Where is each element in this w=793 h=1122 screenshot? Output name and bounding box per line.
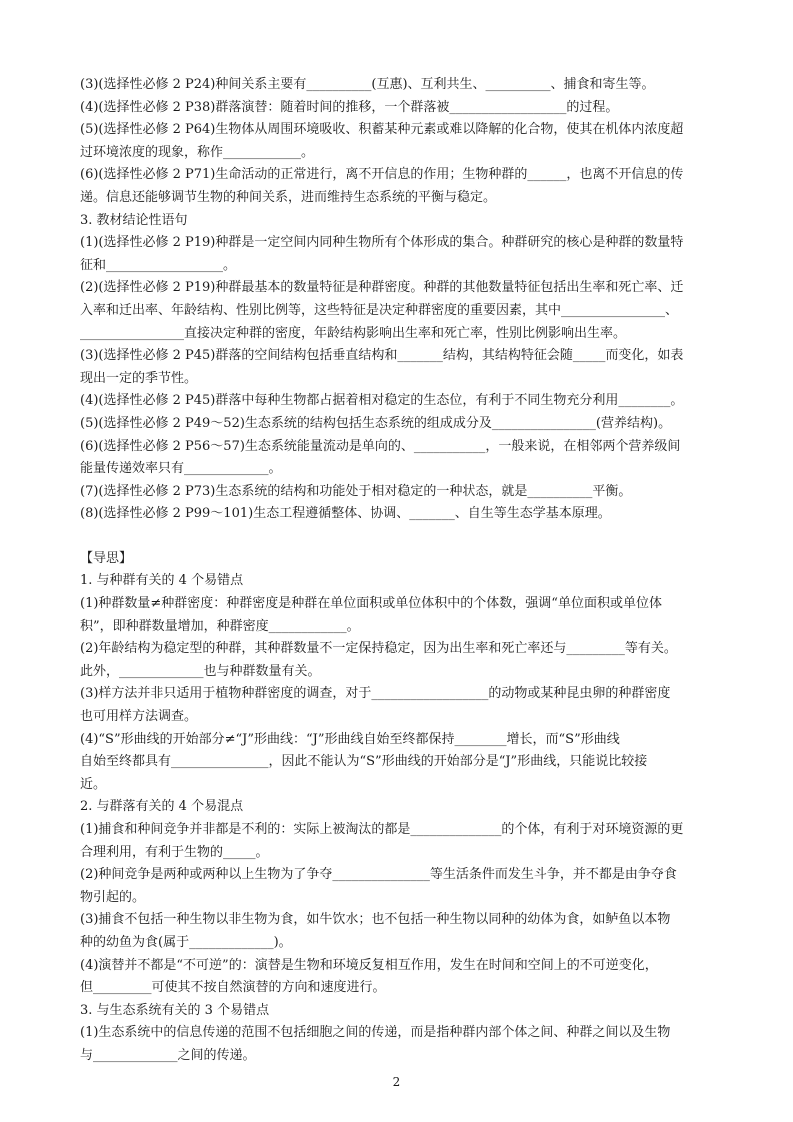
text-line: (3)(选择性必修 2 P24)种间关系主要有__________(互惠)、互利共生、__________、捕食和寄生等。 xyxy=(80,77,655,92)
text-line: 能量传递效率只有_____________。 xyxy=(80,461,282,477)
section-textbook-review xyxy=(80,74,717,526)
text-line: 近。 xyxy=(80,776,107,792)
text-line: (3)捕食不包括一种生物以非生物为食，如牛饮水；也不包括一种生物以同种的幼体为食，如鲈鱼以本物 xyxy=(80,912,671,928)
text-line: ________________直接决定种群的密度，年龄结构影响出生率和死亡率，性别比例影响出生率。 xyxy=(80,325,627,341)
section-title: 【导思】 xyxy=(80,550,133,566)
text-line: 物引起的。 xyxy=(80,889,146,905)
text-line: (3)(选择性必修 2 P45)群落的空间结构包括垂直结构和_______结构，其结构特征会随_____而变化，如表 xyxy=(80,348,684,364)
text-line: (4)(选择性必修 2 P38)群落演替：随着时间的推移，一个群落被__________________的过程。 xyxy=(80,99,619,115)
text-line: (5)(选择性必修 2 P49～52)生态系统的结构包括生态系统的组成成分及________________(营养结构)。 xyxy=(80,415,672,431)
section-guided-thinking xyxy=(80,548,717,1068)
text-line: (7)(选择性必修 2 P73)生态系统的结构和功能处于相对稳定的一种状态，就是__________平衡。 xyxy=(80,483,632,499)
text-line: 过环境浓度的现象，称作____________。 xyxy=(80,144,315,160)
text-line: (4)(选择性必修 2 P45)群落中每种生物都占据着相对稳定的生态位，有利于不同生物充分利用________。 xyxy=(80,393,684,409)
text-line: (1)种群数量≠种群密度：种群密度是种群在单位面积或单位体积中的个体数，强调“单位面积或单位体 xyxy=(80,596,662,612)
text-line: 入率和迁出率、年龄结构、性别比例等，这些特征是决定种群密度的重要因素，其中________________、 xyxy=(80,302,679,318)
text-line: 自始至终都具有_______________，因此不能认为“S”形曲线的开始部分是“J”形曲线，只能说比较接 xyxy=(80,754,648,770)
text-line: (6)(选择性必修 2 P56～57)生态系统能量流动是单向的、___________，一般来说，在相邻两个营养级间 xyxy=(80,438,681,454)
text-line: 积”，即种群数量增加，种群密度____________。 xyxy=(80,618,360,634)
text-line: (5)(选择性必修 2 P64)生物体从周围环境吸收、积蓄某种元素或难以降解的化合物，使其在机体内浓度超 xyxy=(80,122,684,138)
text-line: (3)样方法并非只适用于植物种群密度的调查，对于__________________的动物或某种昆虫卵的种群密度 xyxy=(80,686,671,702)
text-line: 也可用样方法调查。 xyxy=(80,709,198,725)
section-heading: 3. 与生态系统有关的 3 个易错点 xyxy=(80,1002,270,1018)
text-line: 合理利用，有利于生物的_____。 xyxy=(80,844,269,860)
text-line: 现出一定的季节性。 xyxy=(80,370,198,386)
section-heading: 3. 教材结论性语句 xyxy=(80,212,188,228)
text-line: (8)(选择性必修 2 P99～101)生态工程遵循整体、协调、_______、自生等生态学基本原理。 xyxy=(80,506,611,522)
text-line: (2)种间竞争是两种或两种以上生物为了争夺_______________等生活条件而发生斗争，并不都是由争夺食 xyxy=(80,867,677,883)
text-line: 征和__________________。 xyxy=(80,257,237,273)
section-heading: 2. 与群落有关的 4 个易混点 xyxy=(80,799,244,815)
section-heading: 1. 与种群有关的 4 个易错点 xyxy=(80,573,244,589)
text-line: (1)(选择性必修 2 P19)种群是一定空间内同种生物所有个体形成的集合。种群研究的核心是种群的数量特 xyxy=(80,235,684,251)
text-line: (2)(选择性必修 2 P19)种群最基本的数量特征是种群密度。种群的其他数量特征包括出生率和死亡率、迁 xyxy=(80,280,684,296)
text-line: (1)生态系统中的信息传递的范围不包括细胞之间的传递，而是指种群内部个体之间、种群之间以及生物 xyxy=(80,1025,671,1041)
text-line: 此外，_____________也与种群数量有关。 xyxy=(80,663,321,679)
text-line: (4)演替并不都是“不可逆”的：演替是生物和环境反复相互作用，发生在时间和空间上的不可逆变化， xyxy=(80,957,658,973)
text-line: (2)年龄结构为稳定型的种群，其种群数量不一定保持稳定，因为出生率和死亡率还与_________等有关。 xyxy=(80,641,677,657)
text-line: 与_____________之间的传递。 xyxy=(80,1047,256,1063)
text-line: (4)“S”形曲线的开始部分≠“J”形曲线：“J”形曲线自始至终都保持________增长，而“S”形曲线 xyxy=(80,731,620,747)
page-number: 2 xyxy=(392,1075,401,1089)
text-line: (1)捕食和种间竞争并非都是不利的：实际上被淘汰的都是______________的个体，有利于对环境资源的更 xyxy=(80,822,684,837)
text-line: 但_________可使其不按自然演替的方向和速度进行。 xyxy=(80,980,386,996)
text-line: 递。信息还能够调节生物的种间关系，进而维持生态系统的平衡与稳定。 xyxy=(80,189,497,205)
text-line: 种的幼鱼为食(属于_____________)。 xyxy=(80,934,292,950)
section-gap xyxy=(80,526,717,548)
text-line: (6)(选择性必修 2 P71)生命活动的正常进行，离不开信息的作用；生物种群的______，也离不开信息的传 xyxy=(80,167,684,183)
